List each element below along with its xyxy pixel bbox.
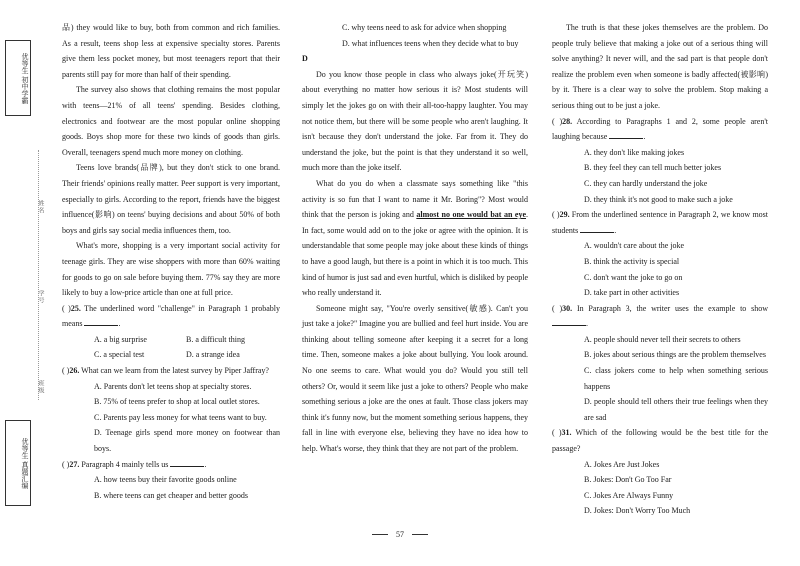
answer-bracket[interactable]: ( ): [62, 303, 71, 313]
option-b: B. jokes about serious things are the problem themselves: [584, 350, 766, 360]
question-text: Paragraph 4 mainly tells us: [79, 459, 169, 469]
question-number: 27.: [69, 459, 80, 469]
answer-bracket[interactable]: ( ): [552, 303, 563, 313]
paragraph: Do you know those people in class who always joke(开玩笑) about everything no matter how serious it is? Most students will simply let the jokes go on with their all-too-happy laughter. You may not notice them, but there will be some people who aren't laughing. It isn't because they don't understand the joke. Far from it. They do understand the joke, but the point is that they understand it so well, much more than the joke itself.: [302, 69, 528, 173]
answer-bracket[interactable]: ( ): [552, 428, 562, 438]
option-b: B. they feel they can tell much better jokes: [584, 163, 722, 173]
page-number: 57: [396, 530, 404, 539]
question-number: 29.: [559, 210, 570, 220]
option-a: A. Parents don't let teens shop at specialty stores.: [94, 381, 252, 391]
answer-bracket[interactable]: ( ): [62, 459, 70, 469]
question-26: [62, 363, 280, 379]
paragraph: The survey also shows that clothing remains the most popular with teens—21% of all teens' spending. Besides clothing, electronics and footwear are the most popular online shopping goods. Boys shop more for these two kinds of goods than girls. Overall, teenagers spend much more money on clothing.: [62, 85, 280, 157]
question-29: ( )29. From the underlined sentence in Paragraph 2, we know most students .: [552, 210, 768, 235]
question-text: Which of the following would be the best title for the passage?: [552, 428, 769, 454]
paragraph: [302, 176, 528, 301]
question-27: ( )27. Paragraph 4 mainly tells us .: [62, 457, 280, 473]
option-c: C. don't want the joke to go on: [584, 272, 683, 282]
option-c: C. why teens need to ask for advice when shopping: [342, 23, 507, 32]
option-c: C. Jokes Are Always Funny: [584, 490, 674, 500]
answer-blank[interactable]: [580, 223, 614, 233]
name-label: 姓名: [37, 200, 43, 214]
option-c: C. Parents pay less money for what teens want to buy.: [94, 412, 267, 422]
binding-margin: [0, 0, 50, 566]
option-d: D. Teenage girls spend more money on footwear than boys.: [94, 428, 280, 454]
option-b: B. a difficult thing: [186, 334, 245, 344]
option-a: A. how teens buy their favorite goods online: [94, 475, 237, 485]
option-a: A. they don't like making jokes: [584, 147, 685, 157]
answer-blank[interactable]: [170, 457, 204, 467]
passage-heading: D: [302, 54, 308, 64]
option-a: A. a big surprise: [94, 334, 147, 344]
question-number: 28.: [562, 116, 573, 126]
paragraph: Teens love brands(品牌), but they don't stick to one brand. Their friends' opinions really matter. Peer support is very important, especially to girls. According to the report, friends have the biggest influence(影响) on teens' buying decisions and about 50% of both boys and girls say social media influences them, too.: [62, 163, 280, 235]
question-number: 30.: [562, 303, 573, 313]
dotted-cut-line: [38, 150, 39, 400]
question-25: ( )25. The underlined word "challenge" in Paragraph 1 probably means .: [62, 303, 281, 329]
option-b: B. where teens can get cheaper and better goods: [94, 490, 248, 500]
answer-bracket[interactable]: ( ): [62, 366, 70, 376]
text-run: . In fact, some would add on to the joke or agree with the opinion. It is understandable that some people may joke about these kinds of things to have a good laugh, but there is a point in which it is too much. This kind of humor is just sad and even hurtful, which is disliked by people who really understand it.: [302, 210, 528, 298]
footer-rule-right: [412, 534, 428, 535]
number-label: 学号: [37, 290, 43, 304]
option-c: C. a special test: [94, 350, 145, 360]
answer-blank[interactable]: [609, 129, 643, 139]
question-text: From the underlined sentence in Paragraph 2, we know most students: [552, 210, 768, 235]
paragraph: What's more, shopping is a very important social activity for teenage girls. They are wise shoppers with more than 60% waiting for goods to go on sale before buying them. 77% say they are more likely to buy a low-price article than one at full price.: [62, 241, 280, 298]
option-d: D. Jokes: Don't Worry Too Much: [584, 506, 691, 516]
question-text: What can we learn from the latest survey by Piper Jaffray?: [79, 366, 269, 376]
option-b: B. think the activity is special: [584, 256, 680, 266]
top-brand-box: 优等生 初中学霸: [5, 40, 31, 116]
option-c: C. class jokers come to help when something serious happens: [584, 366, 768, 391]
question-text: In Paragraph 3, the writer uses the example to show: [572, 303, 768, 313]
answer-bracket[interactable]: ( ): [552, 210, 560, 220]
answer-blank[interactable]: [552, 316, 586, 326]
paragraph: 品) they would like to buy, both from common and rich families. As a result, teens shop less at expensive specialty stores. Parents give them less pocket money, but most teenagers report that their parents still pay for more than half of their spending.: [62, 23, 280, 79]
question-28: ( )28. According to Paragraphs 1 and 2, some people aren't laughing because .: [552, 116, 769, 142]
question-text: The underlined word "challenge" in Paragraph 1 probably means: [62, 303, 281, 329]
column-left: [62, 20, 280, 503]
column-middle: [302, 20, 528, 457]
answer-bracket[interactable]: ( ): [552, 116, 563, 126]
question-number: 25.: [70, 303, 81, 313]
option-a: A. Jokes Are Just Jokes: [584, 459, 660, 469]
option-a: A. wouldn't care about the joke: [584, 241, 685, 251]
option-b: B. Jokes: Don't Go Too Far: [584, 475, 672, 485]
underlined-sentence: almost no one would bat an eye: [416, 210, 526, 220]
text-run: What do you do when a classmate says something like "this activity is so fun that I want to name it Mr. Boring"? Most would think that the person is joking and: [302, 178, 528, 220]
question-number: 26.: [69, 366, 80, 376]
paragraph: The truth is that these jokes themselves are the problem. Do people truly believe that making a joke out of a serious thing will solve anything? It never will, and the sad part is that people don't realize the problem even when someone is badly affected(被影响) by it. There is a clear way to solve the problem. Stop making a serious thing out to be just a joke.: [552, 23, 768, 110]
question-31: [552, 425, 768, 456]
question-30: ( )30. In Paragraph 3, the writer uses the example to show .: [552, 303, 768, 329]
answer-blank[interactable]: [84, 316, 118, 326]
option-d: D. people should tell others their true feelings when they are sad: [584, 397, 768, 422]
paragraph: Someone might say, "You're overly sensitive(敏感). Can't you just take a joke?" Imagine you are bullied and feel hurt inside. You are thinking about telling someone after keeping it a secret for a long time. Then, someone makes a joke about bullying. You look around. No one seems to care. What would you do? Would you still tell others? Or, would it seem like just a joke to others? People who make something serious a joke are the ones at fault. Those class jokers may think it's funny now, but the moment something serious happens, they fall in line with everyone else, believing they have no idea how to help. What's worse, they think that they are not part of the problem.: [302, 303, 528, 454]
question-text: According to Paragraphs 1 and 2, some people aren't laughing because: [552, 116, 769, 142]
option-d: D. take part in other activities: [584, 288, 680, 298]
option-d: D. what influences teens when they decide what to buy: [342, 38, 519, 48]
question-number: 31.: [561, 428, 572, 438]
option-d: D. a strange idea: [186, 350, 240, 360]
column-right: [552, 20, 768, 519]
bottom-brand-box: 优等生 真题汇编: [5, 420, 31, 506]
option-d: D. they think it's not good to make such a joke: [584, 194, 733, 204]
option-b: B. 75% of teens prefer to shop at local outlet stores.: [94, 397, 260, 407]
class-label: 班级: [37, 380, 43, 394]
option-c: C. they can hardly understand the joke: [584, 178, 708, 188]
option-a: A. people should never tell their secrets to others: [584, 334, 741, 344]
